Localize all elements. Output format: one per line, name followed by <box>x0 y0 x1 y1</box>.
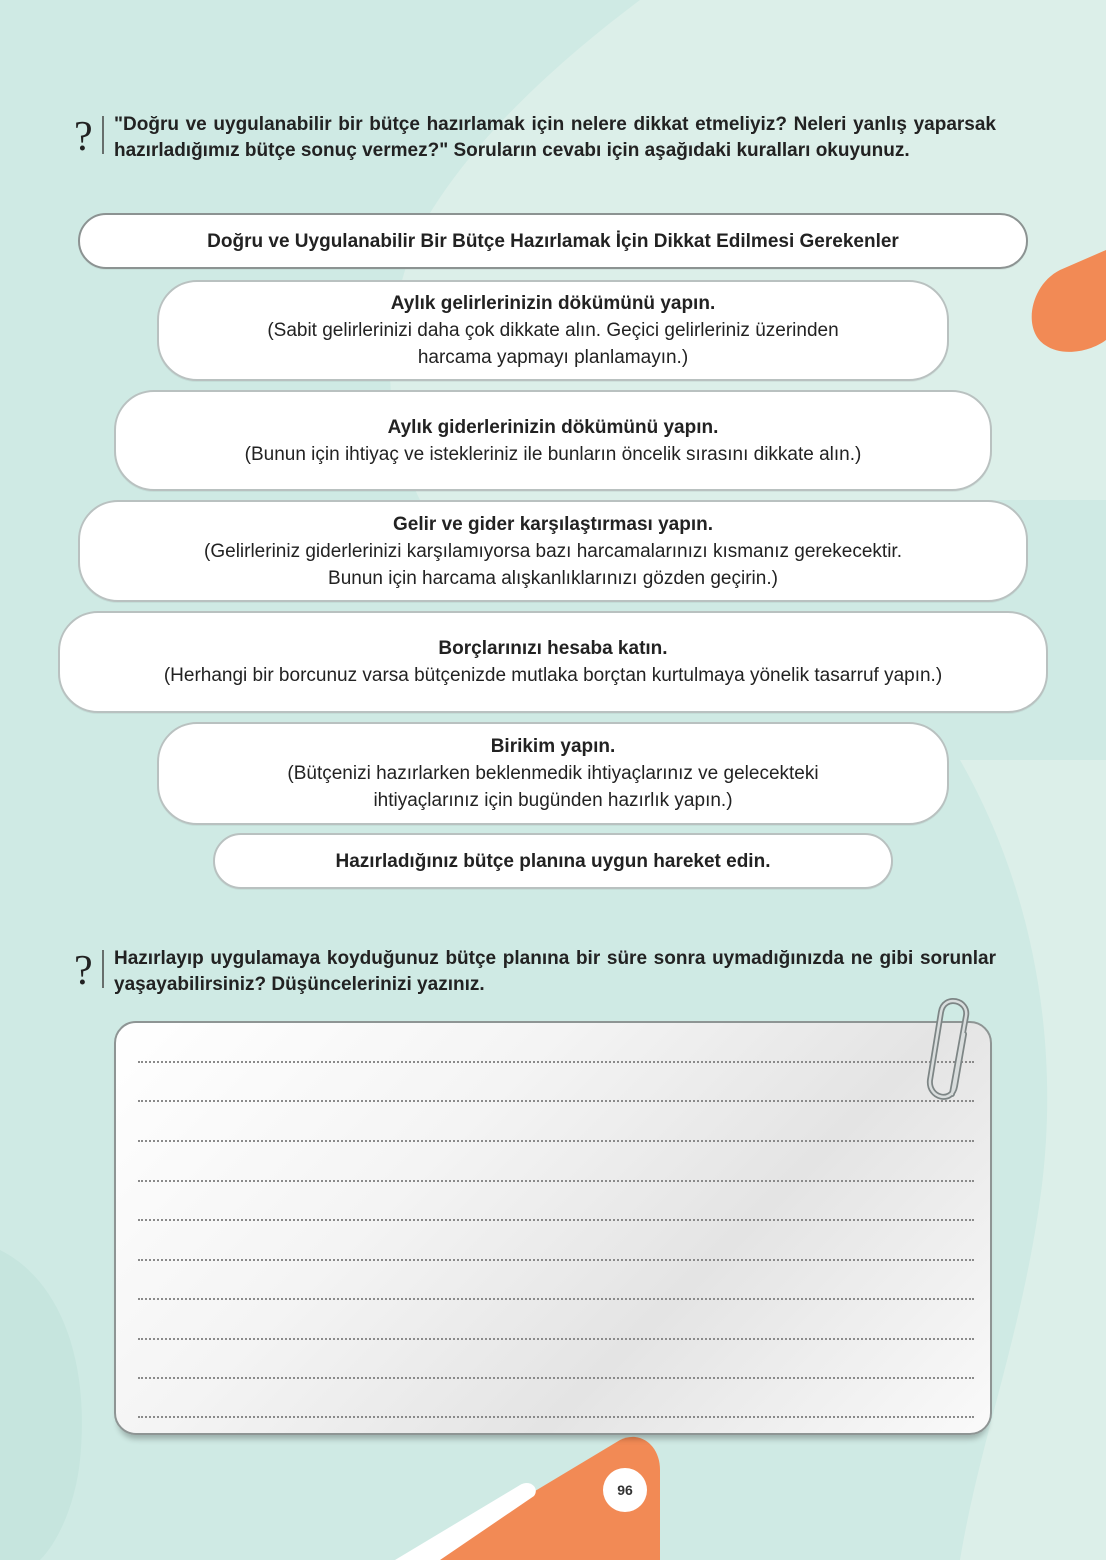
rule-detail: (Bunun için ihtiyaç ve istekleriniz ile bunların öncelik sırasını dikkate alın.) <box>244 443 862 465</box>
writing-line[interactable] <box>138 1219 974 1221</box>
answer-writing-area[interactable] <box>114 1021 992 1435</box>
writing-line[interactable] <box>138 1377 974 1379</box>
rule-detail: (Bütçenizi hazırlarken beklenmedik ihtiyaçlarınız ve gelecekteki ihtiyaçlarınız için bugünden hazırlık yapın.) <box>287 763 819 811</box>
writing-line[interactable] <box>138 1061 974 1063</box>
question-mark-icon <box>72 112 108 158</box>
rule-item <box>78 500 1028 602</box>
rule-item <box>213 833 893 889</box>
rule-heading: Aylık giderlerinizin dökümünü yapın. <box>387 416 719 438</box>
rule-detail: (Sabit gelirlerinizi daha çok dikkate alın. Geçici gelirleriniz üzerinden harcama yapmayı planlamayın.) <box>267 320 839 368</box>
writing-line[interactable] <box>138 1416 974 1418</box>
question-1 <box>72 112 996 186</box>
page-number: 96 <box>603 1468 647 1512</box>
writing-line[interactable] <box>138 1180 974 1182</box>
rule-heading: Birikim yapın. <box>490 736 616 757</box>
rule-detail: (Herhangi bir borcunuz varsa bütçenizde mutlaka borçtan kurtulmaya yönelik tasarruf yapın.) <box>163 665 943 686</box>
rule-item <box>157 722 949 825</box>
rule-detail: (Gelirleriniz giderlerinizi karşılamıyorsa bazı harcamalarınızı kısmanız gerekecektir. Bunun için harcama alışkanlıklarınızı gözden geçirin.) <box>204 540 902 589</box>
writing-line[interactable] <box>138 1100 974 1102</box>
paperclip-icon <box>922 994 984 1114</box>
rule-item <box>58 611 1048 713</box>
writing-line[interactable] <box>138 1140 974 1142</box>
question-2 <box>72 946 996 998</box>
rules-title-banner <box>78 213 1028 269</box>
rule-heading: Gelir ve gider karşılaştırması yapın. <box>393 513 713 535</box>
rule-item <box>114 390 992 491</box>
writing-line[interactable] <box>138 1338 974 1340</box>
svg-text:?: ? <box>74 114 93 158</box>
rules-title: Doğru ve Uygulanabilir Bir Bütçe Hazırlamak İçin Dikkat Edilmesi Gerekenler <box>207 230 899 252</box>
rule-heading: Aylık gelirlerinizin dökümünü yapın. <box>390 293 716 314</box>
rule-item <box>157 280 949 381</box>
question-mark-icon <box>72 946 108 992</box>
question-2-text: Hazırlayıp uygulamaya koyduğunuz bütçe planına bir süre sonra uymadığınızda ne gibi sorunlar yaşayabilirsiniz? Düşüncelerinizi yazınız. <box>114 948 996 995</box>
rule-heading: Hazırladığınız bütçe planına uygun hareket edin. <box>335 850 771 872</box>
writing-line[interactable] <box>138 1259 974 1261</box>
svg-text:?: ? <box>74 948 93 992</box>
rule-heading: Borçlarınızı hesaba katın. <box>438 638 668 659</box>
writing-line[interactable] <box>138 1298 974 1300</box>
question-1-text: "Doğru ve uygulanabilir bir bütçe hazırlamak için nelere dikkat etmeliyiz? Neleri yanlış yaparsak hazırladığımız bütçe sonuç vermez?" Soruların cevabı için aşağıdaki kuralları okuyunuz. <box>114 114 996 161</box>
